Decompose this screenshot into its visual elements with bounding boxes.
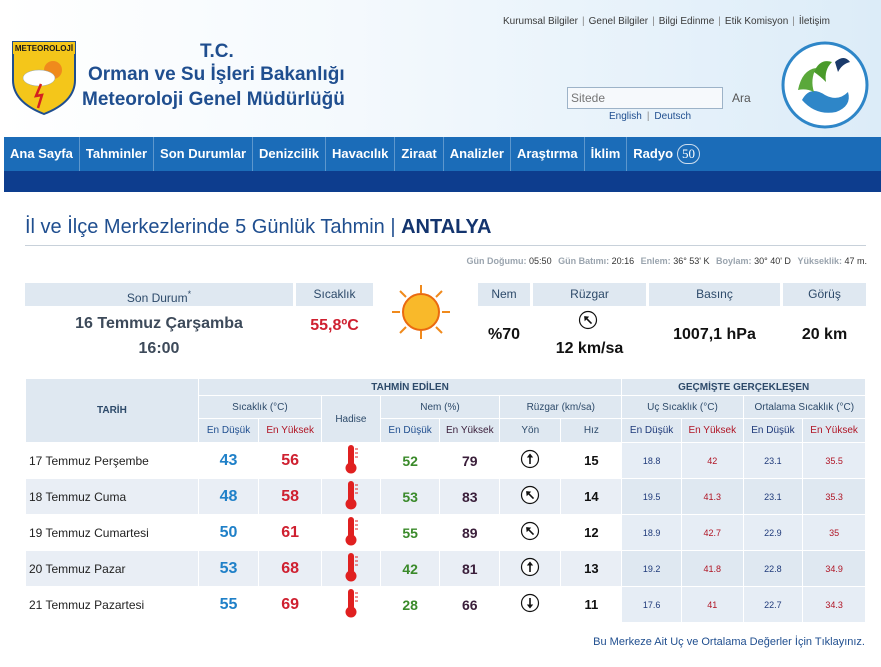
col-uc-en-yuksek: En Yüksek: [681, 419, 743, 443]
sun-info: [463, 256, 867, 266]
current-pressure: 1007,1 hPa: [673, 326, 756, 343]
wind-speed: 13: [584, 561, 599, 576]
table-row: [26, 551, 866, 587]
link-kurumsal[interactable]: Kurumsal Bilgiler: [502, 16, 578, 27]
col-hadise: Hadise: [322, 396, 381, 443]
wind-direction-arrow-icon: [520, 521, 540, 541]
current-visibility: 20 km: [801, 326, 848, 343]
humidity-high: 83: [462, 488, 478, 505]
col-en-dusuk: En Düşük: [198, 419, 259, 443]
forecast-rows: [26, 443, 866, 623]
separator: |: [652, 16, 655, 27]
thermometer-hot-icon: [343, 515, 359, 547]
table-row: [26, 587, 866, 623]
average-low: 22.7: [764, 599, 782, 610]
humidity-low: 52: [402, 452, 418, 469]
separator: |: [792, 16, 795, 27]
extreme-low: 17.6: [642, 599, 661, 610]
average-low: 23.1: [764, 491, 782, 502]
longitude-value: 30° 40' D: [754, 256, 791, 266]
col-ort-en-dusuk: En Düşük: [743, 419, 803, 443]
humidity-high: 79: [462, 452, 478, 469]
temp-high: 56: [281, 451, 300, 469]
historical-values-link[interactable]: Bu Merkeze Ait Uç ve Ortalama Değerler İçin Tıklayınız.: [593, 636, 865, 648]
extreme-low: 19.2: [642, 563, 661, 574]
humidity-high: 89: [462, 524, 478, 541]
thermometer-hot-icon: [343, 443, 359, 475]
nav-iklim[interactable]: İklim: [585, 137, 628, 171]
nav-analizler[interactable]: Analizler: [444, 137, 511, 171]
average-low: 22.8: [764, 563, 782, 574]
meteoroloji-logo-icon[interactable]: [11, 40, 77, 116]
nav-denizcilik[interactable]: Denizcilik: [253, 137, 326, 171]
col-tarih: TARİH: [26, 379, 199, 443]
current-date: 16 Temmuz Çarşamba: [75, 315, 243, 332]
extreme-low: 18.9: [642, 527, 661, 538]
col-tahmin-edilen: TAHMİN EDİLEN: [198, 379, 622, 396]
sunset-label: Gün Batımı:: [558, 256, 610, 266]
row-date: 18 Temmuz Cuma: [26, 479, 199, 515]
humidity-low: 42: [402, 560, 418, 577]
temp-low: 48: [219, 487, 238, 505]
elevation-value: 47 m.: [844, 256, 867, 266]
col-ruzgar: Rüzgar (km/sa): [500, 396, 622, 419]
wind-speed: 12: [584, 525, 599, 540]
temp-low: 53: [219, 559, 238, 577]
average-low: 23.1: [764, 455, 782, 466]
head-sicaklik: Sıcaklık: [296, 283, 373, 306]
main-nav: [4, 137, 881, 171]
col-yon: Yön: [500, 419, 561, 443]
search-button[interactable]: Ara: [732, 91, 751, 105]
table-row: [26, 479, 866, 515]
wind-direction-arrow-icon: [520, 557, 540, 577]
nav-son-durumlar[interactable]: Son Durumlar: [154, 137, 253, 171]
temp-high: 68: [281, 559, 300, 577]
anniversary-badge: 50: [677, 144, 700, 164]
average-high: 34.3: [825, 599, 843, 610]
extreme-high: 41.8: [703, 563, 722, 574]
head-basinc: Basınç: [649, 283, 780, 306]
nav-havacilik[interactable]: Havacılık: [326, 137, 395, 171]
nav-radyo[interactable]: [627, 137, 706, 171]
ministry-emblem-icon[interactable]: [780, 40, 870, 130]
wind-direction-arrow-icon: [520, 593, 540, 613]
wind-speed: 14: [584, 489, 599, 504]
average-high: 35: [829, 527, 840, 538]
forecast-table: [25, 378, 866, 623]
thermometer-hot-icon: [343, 587, 359, 619]
title-divider: [25, 245, 866, 246]
wind-direction-arrow-icon: [578, 310, 598, 330]
average-high: 34.9: [825, 563, 843, 574]
humidity-low: 28: [402, 596, 418, 613]
extreme-high: 41.3: [703, 491, 722, 502]
col-ortalama: Ortalama Sıcaklık (°C): [743, 396, 865, 419]
row-date: 17 Temmuz Perşembe: [26, 443, 199, 479]
col-uc-en-dusuk: En Düşük: [622, 419, 682, 443]
table-row: [26, 515, 866, 551]
page-title: [25, 216, 492, 239]
col-nem-en-dusuk: En Düşük: [380, 419, 440, 443]
asterisk: *: [187, 289, 192, 299]
wind-direction-arrow-icon: [520, 449, 540, 469]
average-low: 22.9: [764, 527, 782, 538]
head-ruzgar: Rüzgar: [533, 283, 646, 306]
nav-tahminler[interactable]: Tahminler: [80, 137, 154, 171]
row-date: 19 Temmuz Cumartesi: [26, 515, 199, 551]
col-ort-en-yuksek: En Yüksek: [803, 419, 866, 443]
temp-low: 43: [219, 451, 238, 469]
extreme-high: 42: [707, 455, 718, 466]
link-genel[interactable]: Genel Bilgiler: [588, 16, 649, 27]
lang-english[interactable]: English: [609, 111, 642, 122]
extreme-high: 41: [707, 599, 718, 610]
page-title-prefix: İl ve İlçe Merkezlerinde 5 Günlük Tahmin |: [25, 216, 396, 238]
table-row: [26, 443, 866, 479]
sunset-value: 20:16: [611, 256, 635, 266]
row-date: 20 Temmuz Pazar: [26, 551, 199, 587]
table-header-row: [26, 379, 866, 396]
nav-arastirma[interactable]: Araştırma: [511, 137, 585, 171]
latitude-value: 36° 53' K: [673, 256, 710, 266]
current-temperature: 55,8ºC: [310, 317, 359, 334]
head-nem: Nem: [478, 283, 530, 306]
head-son-durum-label: Son Durum: [126, 291, 188, 305]
col-hiz: Hız: [561, 419, 622, 443]
col-nem: Nem (%): [380, 396, 499, 419]
language-links: [609, 111, 691, 122]
current-humidity: %70: [487, 326, 521, 343]
top-links: [503, 16, 830, 27]
city-name: ANTALYA: [401, 216, 492, 238]
elevation-label: Yükseklik:: [797, 256, 842, 266]
wind-speed: 15: [584, 453, 599, 468]
sun-icon: [388, 283, 454, 341]
extreme-low: 19.5: [642, 491, 661, 502]
sub-nav-bar: [4, 171, 881, 192]
nav-radyo-label: Radyo: [633, 146, 674, 161]
humidity-low: 55: [402, 524, 418, 541]
wind-direction-arrow-icon: [520, 485, 540, 505]
temp-low: 55: [219, 595, 238, 613]
separator: |: [646, 111, 650, 122]
extreme-low: 18.8: [642, 455, 661, 466]
wind-speed: 11: [584, 597, 599, 612]
latitude-label: Enlem:: [640, 256, 671, 266]
link-iletisim[interactable]: İletişim: [798, 16, 830, 27]
extreme-high: 42.7: [703, 527, 722, 538]
temp-high: 69: [281, 595, 300, 613]
site-header: [0, 0, 881, 137]
nav-ziraat[interactable]: Ziraat: [395, 137, 443, 171]
lang-deutsch[interactable]: Deutsch: [654, 111, 692, 122]
humidity-high: 81: [462, 560, 478, 577]
sunrise-label: Gün Doğumu:: [466, 256, 527, 266]
humidity-high: 66: [462, 596, 478, 613]
sunrise-value: 05:50: [529, 256, 552, 266]
svg-text:METEOROLOJİ: METEOROLOJİ: [14, 44, 74, 53]
head-son-durum: [25, 283, 293, 306]
average-high: 35.5: [825, 455, 843, 466]
thermometer-hot-icon: [343, 551, 359, 583]
col-sicaklik: Sıcaklık (°C): [198, 396, 321, 419]
col-gecmiste: GEÇMİŞTE GERÇEKLEŞEN: [622, 379, 866, 396]
thermometer-hot-icon: [343, 479, 359, 511]
search-input[interactable]: [567, 87, 723, 109]
link-etik[interactable]: Etik Komisyon: [724, 16, 789, 27]
temp-high: 61: [281, 523, 300, 541]
longitude-label: Boylam:: [716, 256, 752, 266]
col-nem-en-yuksek: En Yüksek: [440, 419, 500, 443]
nav-ana-sayfa[interactable]: Ana Sayfa: [4, 137, 80, 171]
header-tc: T.C.: [200, 41, 234, 62]
temp-high: 58: [281, 487, 300, 505]
link-bilgi-edinme[interactable]: Bilgi Edinme: [658, 16, 715, 27]
humidity-low: 53: [402, 488, 418, 505]
separator: |: [582, 16, 585, 27]
col-uc-sicaklik: Uç Sıcaklık (°C): [622, 396, 743, 419]
header-department[interactable]: Meteoroloji Genel Müdürlüğü: [82, 89, 345, 110]
separator: |: [718, 16, 721, 27]
head-gorus: Görüş: [783, 283, 866, 306]
current-time: 16:00: [138, 340, 180, 357]
header-ministry: Orman ve Su İşleri Bakanlığı: [88, 64, 345, 85]
temp-low: 50: [219, 523, 238, 541]
average-high: 35.3: [825, 491, 843, 502]
row-date: 21 Temmuz Pazartesi: [26, 587, 199, 623]
current-wind-speed: 12 km/sa: [555, 340, 624, 357]
col-en-yuksek: En Yüksek: [259, 419, 322, 443]
